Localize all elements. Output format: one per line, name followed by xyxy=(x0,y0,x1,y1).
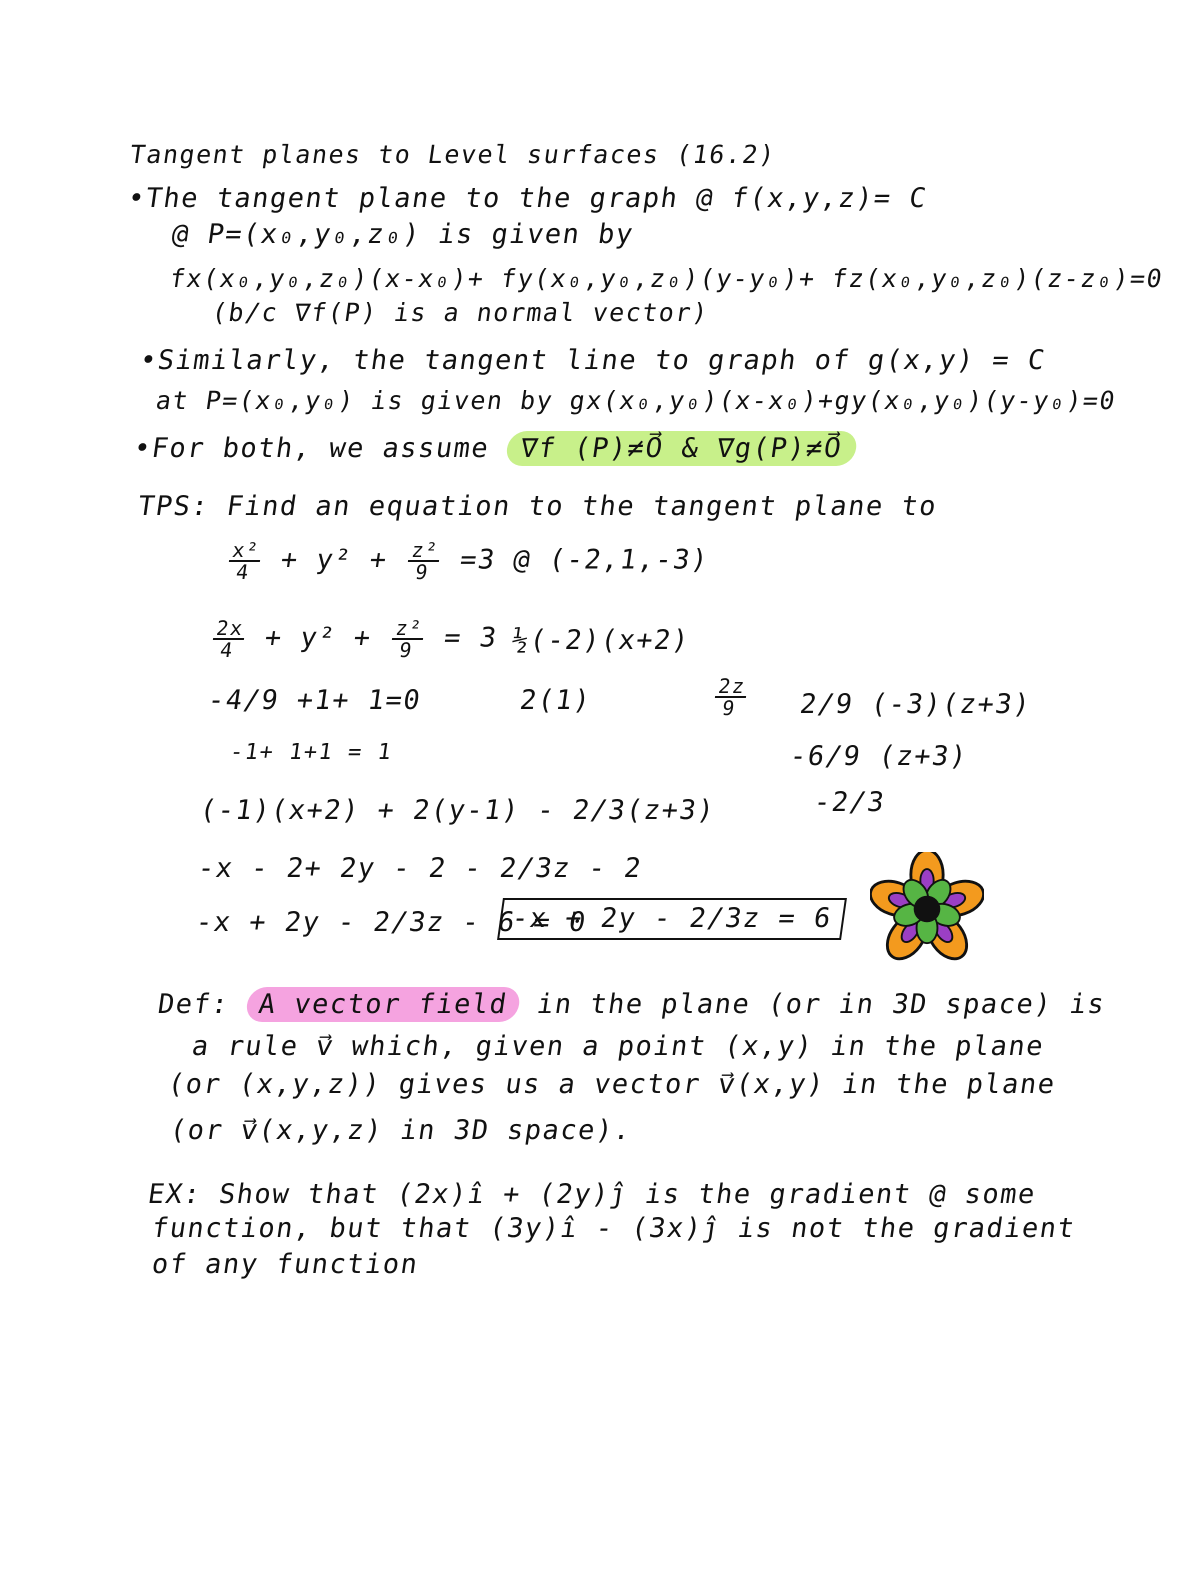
work-i: (-1)(x+2) + 2(y-1) - 2/3(z+3) xyxy=(197,795,718,826)
frac-num: x² xyxy=(230,538,262,562)
work-g: -1+ 1+1 = 1 xyxy=(228,740,395,765)
frac-num: 2z xyxy=(716,674,748,698)
frac-num: 2x xyxy=(214,616,246,640)
work-h: -6/9 (z+3) xyxy=(787,741,970,772)
work-d: 2(1) xyxy=(517,685,594,716)
frac-2x xyxy=(210,618,247,660)
def-label: Def: xyxy=(155,989,232,1020)
page-title: Tangent planes to Level surfaces (16.2) xyxy=(128,140,778,169)
plane-line-3: fx(x₀,y₀,z₀)(x-x₀)+ fy(x₀,y₀,z₀)(y-y₀)+ fz(x₀,y₀,z₀)(z-z₀)=0 xyxy=(168,264,1166,293)
eq-rest: =3 @ (-2,1,-3) xyxy=(457,544,711,576)
plane-line-2: @ P=(x₀,y₀,z₀) is given by xyxy=(169,219,636,250)
frac-z xyxy=(405,540,442,582)
answer-box: -x + 2y - 2/3z = 6 xyxy=(497,898,847,940)
definition-line-1 xyxy=(156,988,1108,1022)
frac-den: 9 xyxy=(413,560,431,584)
frac-den: 9 xyxy=(397,638,415,662)
definition-line-4: (or v⃗(x,y,z) in 3D space). xyxy=(167,1115,634,1146)
assume-line xyxy=(132,432,859,466)
eq-mid: + y² + xyxy=(278,544,390,576)
frac-den: 9 xyxy=(720,696,738,720)
definition-line-3: (or (x,y,z)) gives us a vector v⃗(x,y) in the plane xyxy=(165,1069,1058,1100)
line-note-2: at P=(x₀,y₀) is given by gx(x₀,y₀)(x-x₀)+gy(x₀,y₀)(y-y₀)=0 xyxy=(154,386,1119,415)
frac-num: z² xyxy=(394,616,425,640)
frac-den: 4 xyxy=(234,560,252,584)
flower-doodle-icon xyxy=(870,852,984,966)
frac-num: z² xyxy=(410,538,441,562)
frac-2z xyxy=(712,676,749,718)
frac-x xyxy=(226,540,263,582)
frac-den: 4 xyxy=(218,638,236,662)
assume-highlight: ∇f (P)≠0⃗ & ∇g(P)≠0⃗ xyxy=(504,431,858,466)
work-partials xyxy=(207,618,500,660)
work-e xyxy=(709,676,752,718)
assume-prefix: •For both, we assume xyxy=(131,433,492,464)
plane-line-4: (b/c ∇f(P) is a normal vector) xyxy=(210,298,711,327)
tps-prompt: TPS: Find an equation to the tangent plane to xyxy=(135,491,940,522)
def-highlight: A vector field xyxy=(244,987,521,1022)
example-line-2: function, but that (3y)î - (3x)ĵ is not the gradient xyxy=(149,1213,1078,1244)
definition-line-2: a rule v⃗ which, given a point (x,y) in the plane xyxy=(189,1031,1047,1062)
work-a-mid: + y² + xyxy=(262,622,374,654)
work-c: -4/9 +1+ 1=0 xyxy=(205,685,424,716)
def-rest: in the plane (or in 3D space) is xyxy=(535,989,1108,1020)
tps-equation xyxy=(223,540,712,582)
line-note-1: •Similarly, the tangent line to graph of g(x,y) = C xyxy=(137,345,1048,376)
frac-z2 xyxy=(389,618,426,660)
example-line-1: EX: Show that (2x)î + (2y)ĵ is the gradient @ some xyxy=(145,1179,1039,1210)
work-a-rest: = 3 xyxy=(441,622,500,654)
work-b: ½(-2)(x+2) xyxy=(509,625,692,656)
work-l: -x + 2y - 2/3z - 6 = 0 xyxy=(193,907,589,938)
plane-line-1: •The tangent plane to the graph @ f(x,y,z)= C xyxy=(125,183,930,214)
work-f: 2/9 (-3)(z+3) xyxy=(797,689,1034,720)
work-j: -2/3 xyxy=(811,787,888,818)
work-k: -x - 2+ 2y - 2 - 2/3z - 2 xyxy=(195,853,645,884)
example-line-3: of any function xyxy=(149,1249,421,1280)
